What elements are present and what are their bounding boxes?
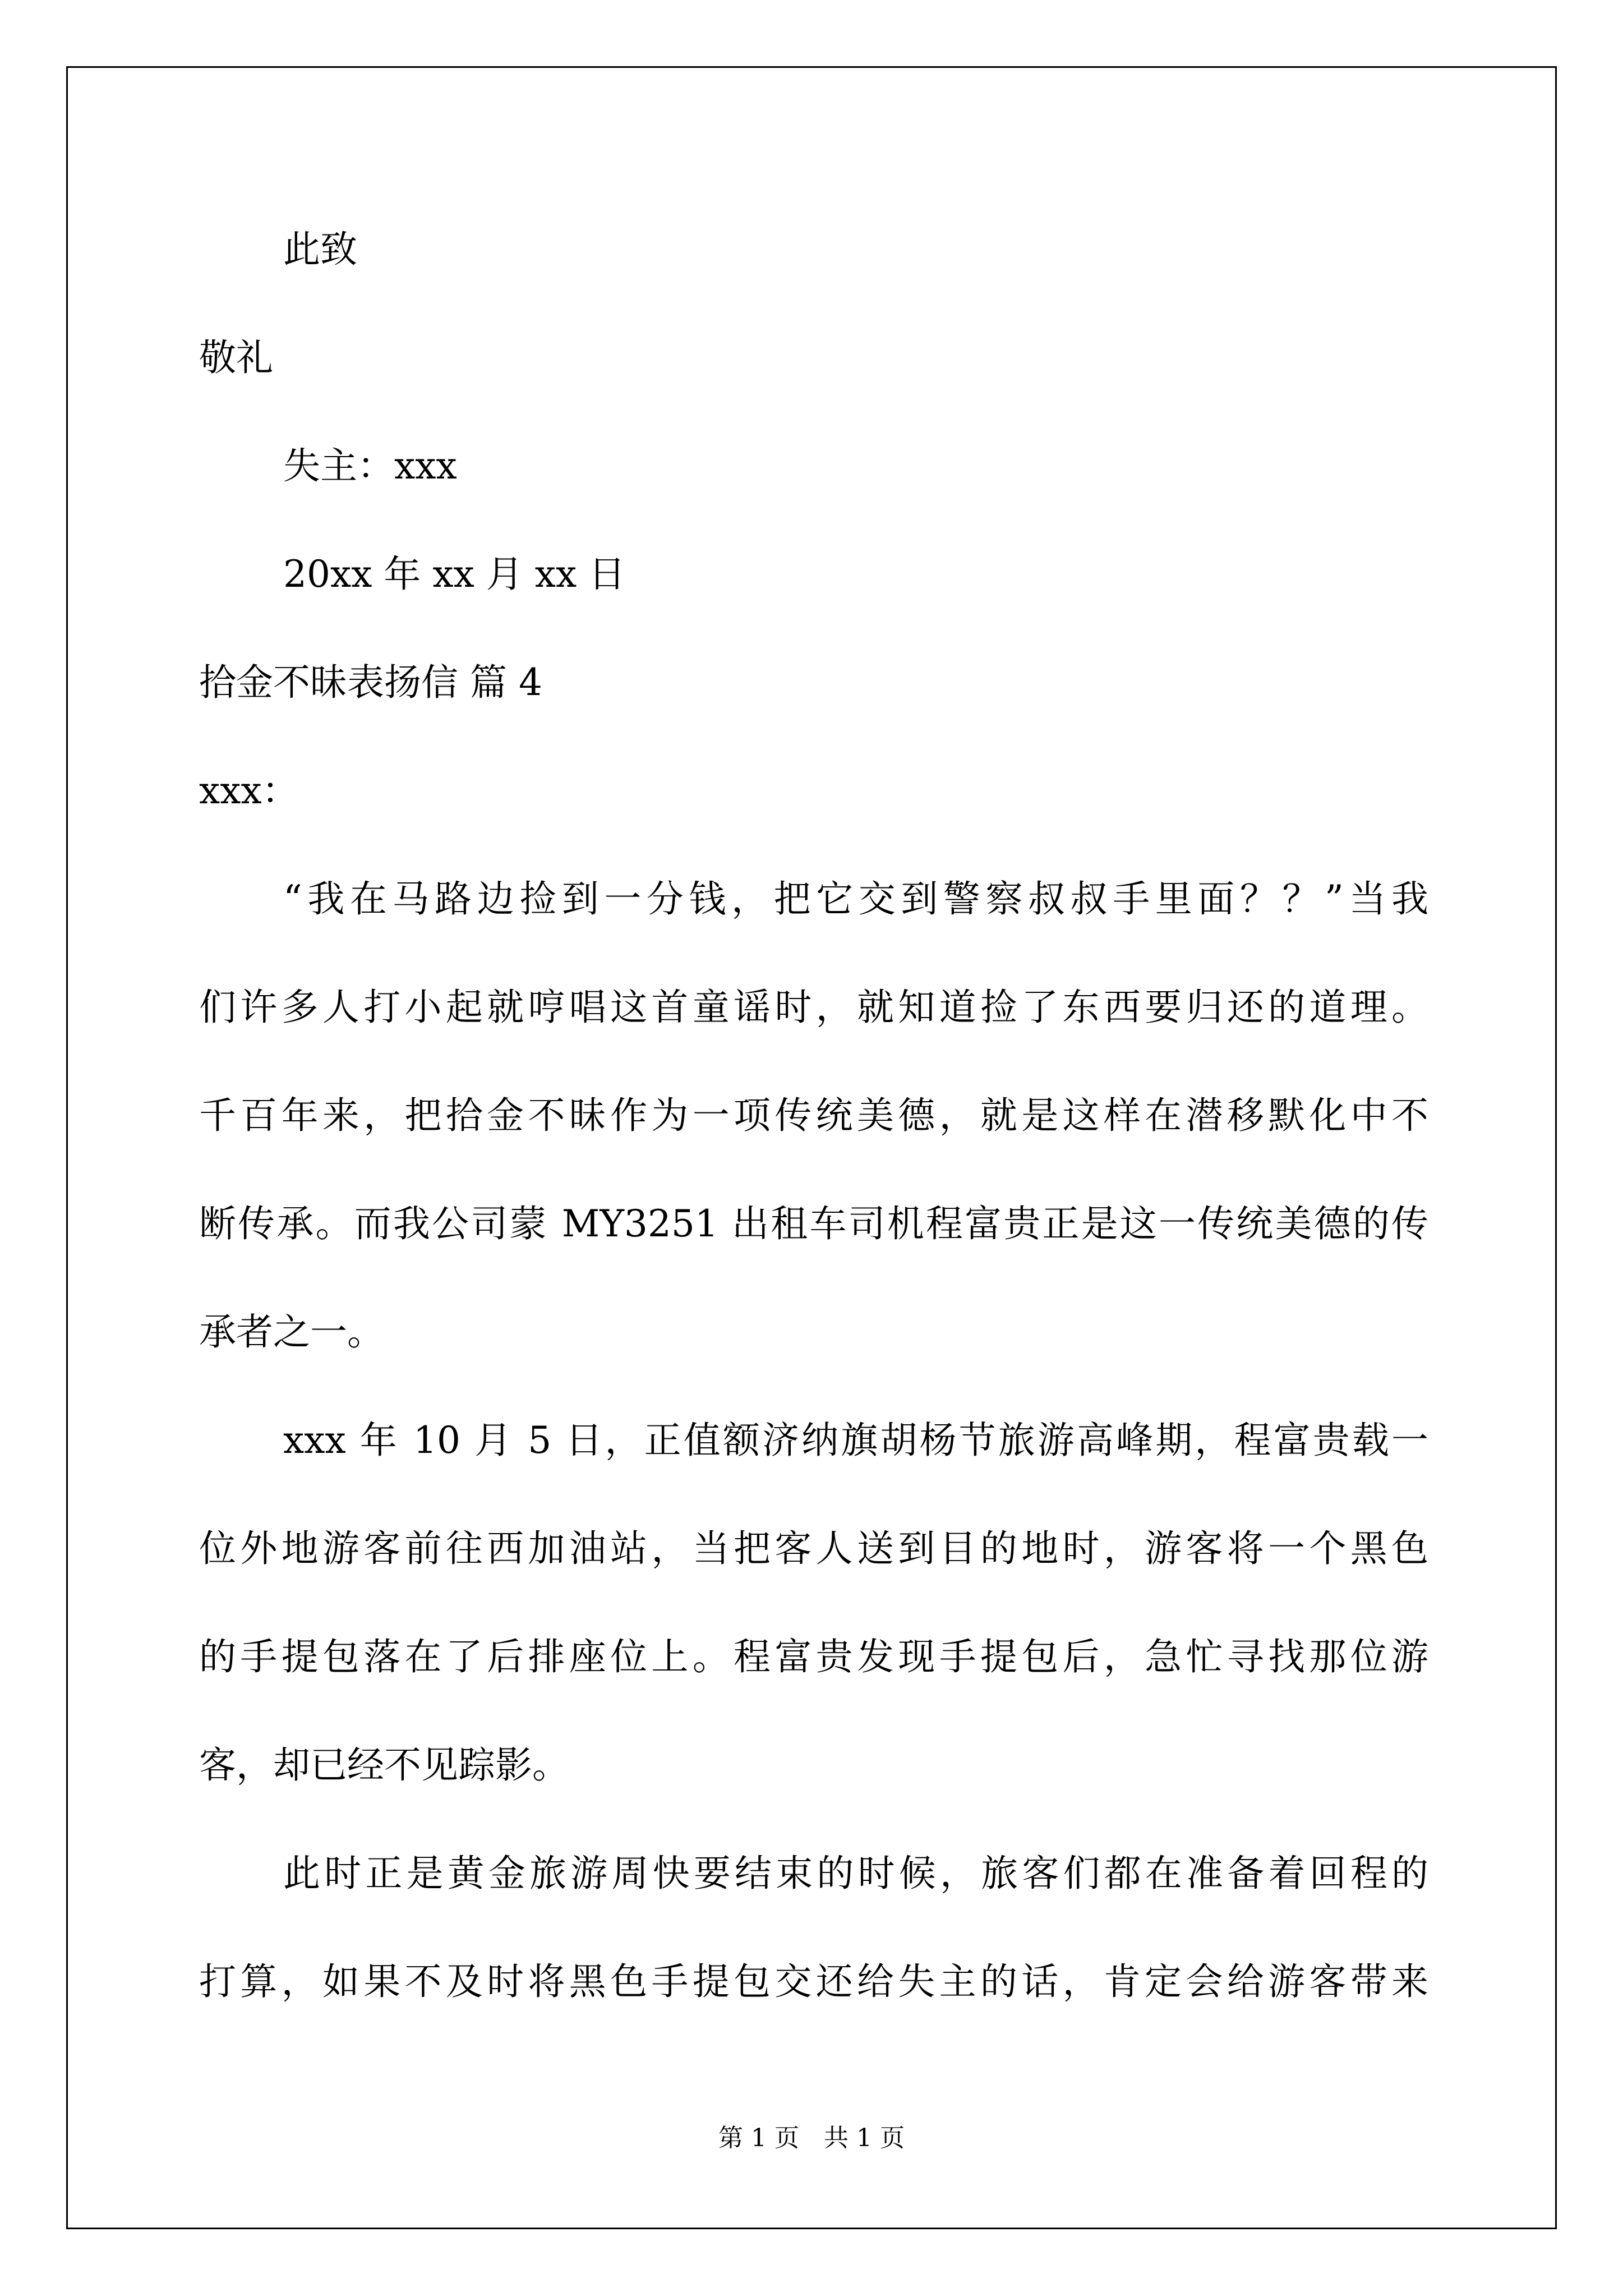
paragraph-1-line-4: 断传承。而我公司蒙 MY3251 出租车司机程富贵正是这一传统美德的传 — [199, 1202, 1428, 1245]
paragraph-3-line-1: 此时正是黄金旅游周快要结束的时候，旅客们都在准备着回程的 — [283, 1852, 1428, 1895]
closing-regards: 敬礼 — [199, 336, 273, 379]
paragraph-2-line-2: 位外地游客前往西加油站，当把客人送到目的地时，游客将一个黑色 — [199, 1527, 1428, 1570]
paragraph-1-line-5: 承者之一。 — [199, 1310, 384, 1354]
paragraph-2-line-4: 客，却已经不见踪影。 — [199, 1743, 569, 1787]
paragraph-1-line-2: 们许多人打小起就哼唱这首童谣时，就知道捡了东西要归还的道理。 — [199, 986, 1428, 1029]
date-line: 20xx 年 xx 月 xx 日 — [283, 553, 626, 596]
section-heading: 拾金不昧表扬信 篇 4 — [199, 661, 542, 704]
closing-salutation: 此致 — [283, 228, 357, 271]
paragraph-2-line-1: xxx 年 10 月 5 日，正值额济纳旗胡杨节旅游高峰期，程富贵载一 — [283, 1419, 1428, 1462]
paragraph-2-line-3: 的手提包落在了后排座位上。程富贵发现手提包后，急忙寻找那位游 — [199, 1635, 1428, 1678]
paragraph-1-line-1: “我在马路边捡到一分钱，把它交到警察叔叔手里面？？”当我 — [283, 877, 1428, 921]
addressee-line: xxx： — [199, 769, 299, 812]
page-border — [66, 66, 1557, 2229]
paragraph-1-line-3: 千百年来，把拾金不昧作为一项传统美德，就是这样在潜移默化中不 — [199, 1094, 1428, 1137]
signer-line: 失主：xxx — [283, 444, 457, 487]
paragraph-3-line-2: 打算，如果不及时将黑色手提包交还给失主的话，肯定会给游客带来 — [199, 1960, 1428, 2003]
page-footer: 第 1 页 共 1 页 — [718, 2124, 905, 2152]
